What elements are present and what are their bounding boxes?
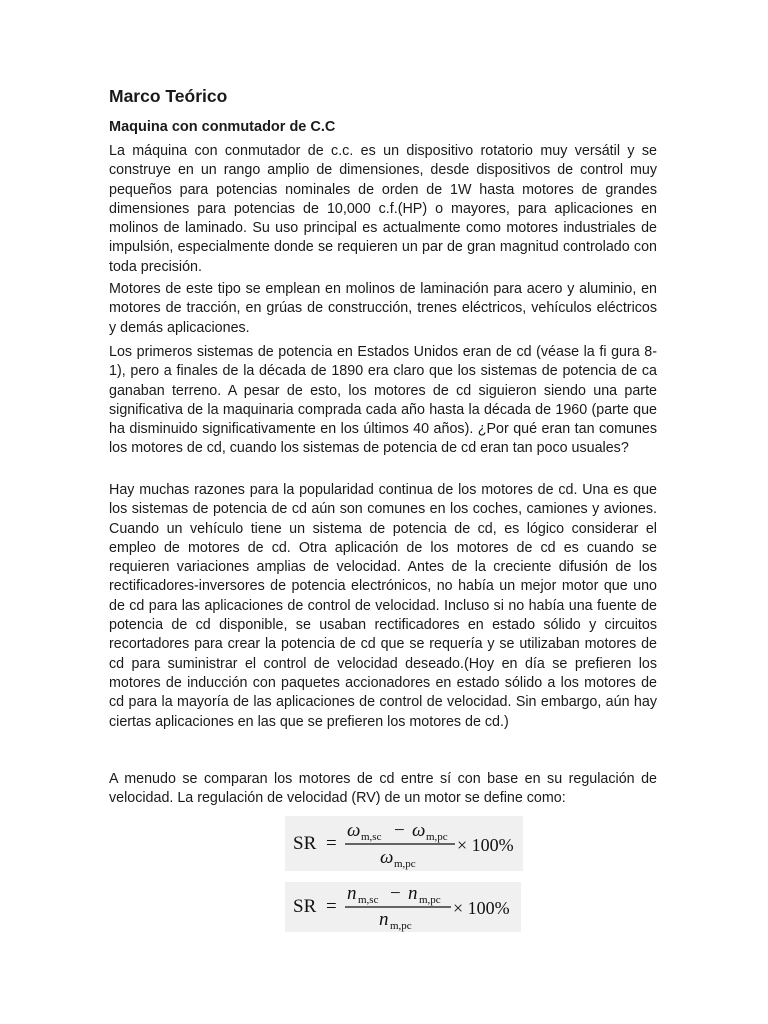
denominator-symbol: n [379, 909, 389, 930]
formula-equals: = [326, 833, 337, 854]
numerator-subscript-b: m,pc [419, 894, 441, 906]
numerator-symbol-a: n [347, 883, 357, 904]
formula-lhs: SR [293, 896, 317, 917]
numerator-subscript-b: m,pc [426, 831, 448, 843]
formula-omega [285, 816, 523, 871]
document-title: Marco Teórico [109, 86, 228, 106]
paragraph-4: Hay muchas razones para la popularidad continua de los motores de cd. Una es que los sistemas de potencia de cd aún son comunes en los coches, camiones y aviones. Cuando un vehículo tiene un sistema de potencia de cd, es lógico considerar el empleo de motores de cd. Otra aplicación de los motores de cd es cuando se requieren variaciones amplias de velocidad. Antes de la creciente difusión de los rectificadores-inversores de potencia electrónicos, no había un mejor motor que uno de cd para las aplicaciones de control de velocidad. Incluso si no había una fuente de potencia de cd disponible, se usaban rectificadores en estado sólido y circuitos recortadores para crear la potencia de cd que se requería y se utilizaban motores de cd para suministrar el control de velocidad deseado.(Hoy en día se prefieren los motores de inducción con paquetes accionadores en estado sólido a los motores de cd para la mayoría de las aplicaciones de control de velocidad. Sin embargo, aún hay ciertas aplicaciones en las que se prefieren los motores de cd.) [109, 482, 657, 730]
formula-multiplier: × 100% [453, 898, 510, 918]
formula-n-svg [285, 882, 521, 932]
paragraph-3: Los primeros sistemas de potencia en Estados Unidos eran de cd (véase la fi gura 8-1), pero a finales de la década de 1890 era claro que los sistemas de potencia de ca ganaban terreno. A pesar de esto, los motores de cd siguieron siendo una parte significativa de la maquinaria comprada cada año hasta la década de 1960 (parte que ha disminuido significativamente en los últimos 40 años). ¿Por qué eran tan comunes los motores de cd, cuando los sistemas de potencia de cd eran tan poco usuales? [109, 344, 657, 457]
formula-multiplier: × 100% [457, 835, 514, 855]
numerator-symbol-a: ω [347, 820, 361, 841]
formula-equals: = [326, 896, 337, 917]
denominator-subscript: m,pc [394, 858, 416, 870]
numerator-subscript-a: m,sc [358, 894, 379, 906]
formula-lhs: SR [293, 833, 317, 854]
numerator-subscript-a: m,sc [361, 831, 382, 843]
denominator-subscript: m,pc [390, 920, 412, 932]
section-subtitle: Maquina con conmutador de C.C [109, 119, 336, 135]
numerator-minus: − [390, 883, 401, 904]
paragraph-2: Motores de este tipo se emplean en molinos de laminación para acero y aluminio, en motores de tracción, en grúas de construcción, trenes eléctricos, vehículos eléctricos y demás aplicaciones. [109, 281, 657, 336]
denominator-symbol: ω [380, 847, 394, 868]
formula-n [285, 882, 521, 932]
numerator-symbol-b: ω [412, 820, 426, 841]
paragraph-5: A menudo se comparan los motores de cd entre sí con base en su regulación de velocidad. La regulación de velocidad (RV) de un motor se define como: [109, 771, 657, 807]
numerator-symbol-b: n [408, 883, 418, 904]
document-page [109, 84, 657, 932]
formula-omega-svg [285, 816, 523, 871]
numerator-minus: − [394, 820, 405, 841]
paragraph-1: La máquina con conmutador de c.c. es un dispositivo rotatorio muy versátil y se construye en un rango amplio de dimensiones, desde dispositivos de control muy pequeños para potencias nominales de orden de 1W hasta motores de grandes dimensiones para potencias de 10,000 c.f.(HP) o mayores, para aplicaciones en molinos de laminado. Su uso principal es actualmente como motores industriales de impulsión, especialmente donde se requieren un par de gran magnitud controlado con toda precisión. [109, 143, 657, 275]
